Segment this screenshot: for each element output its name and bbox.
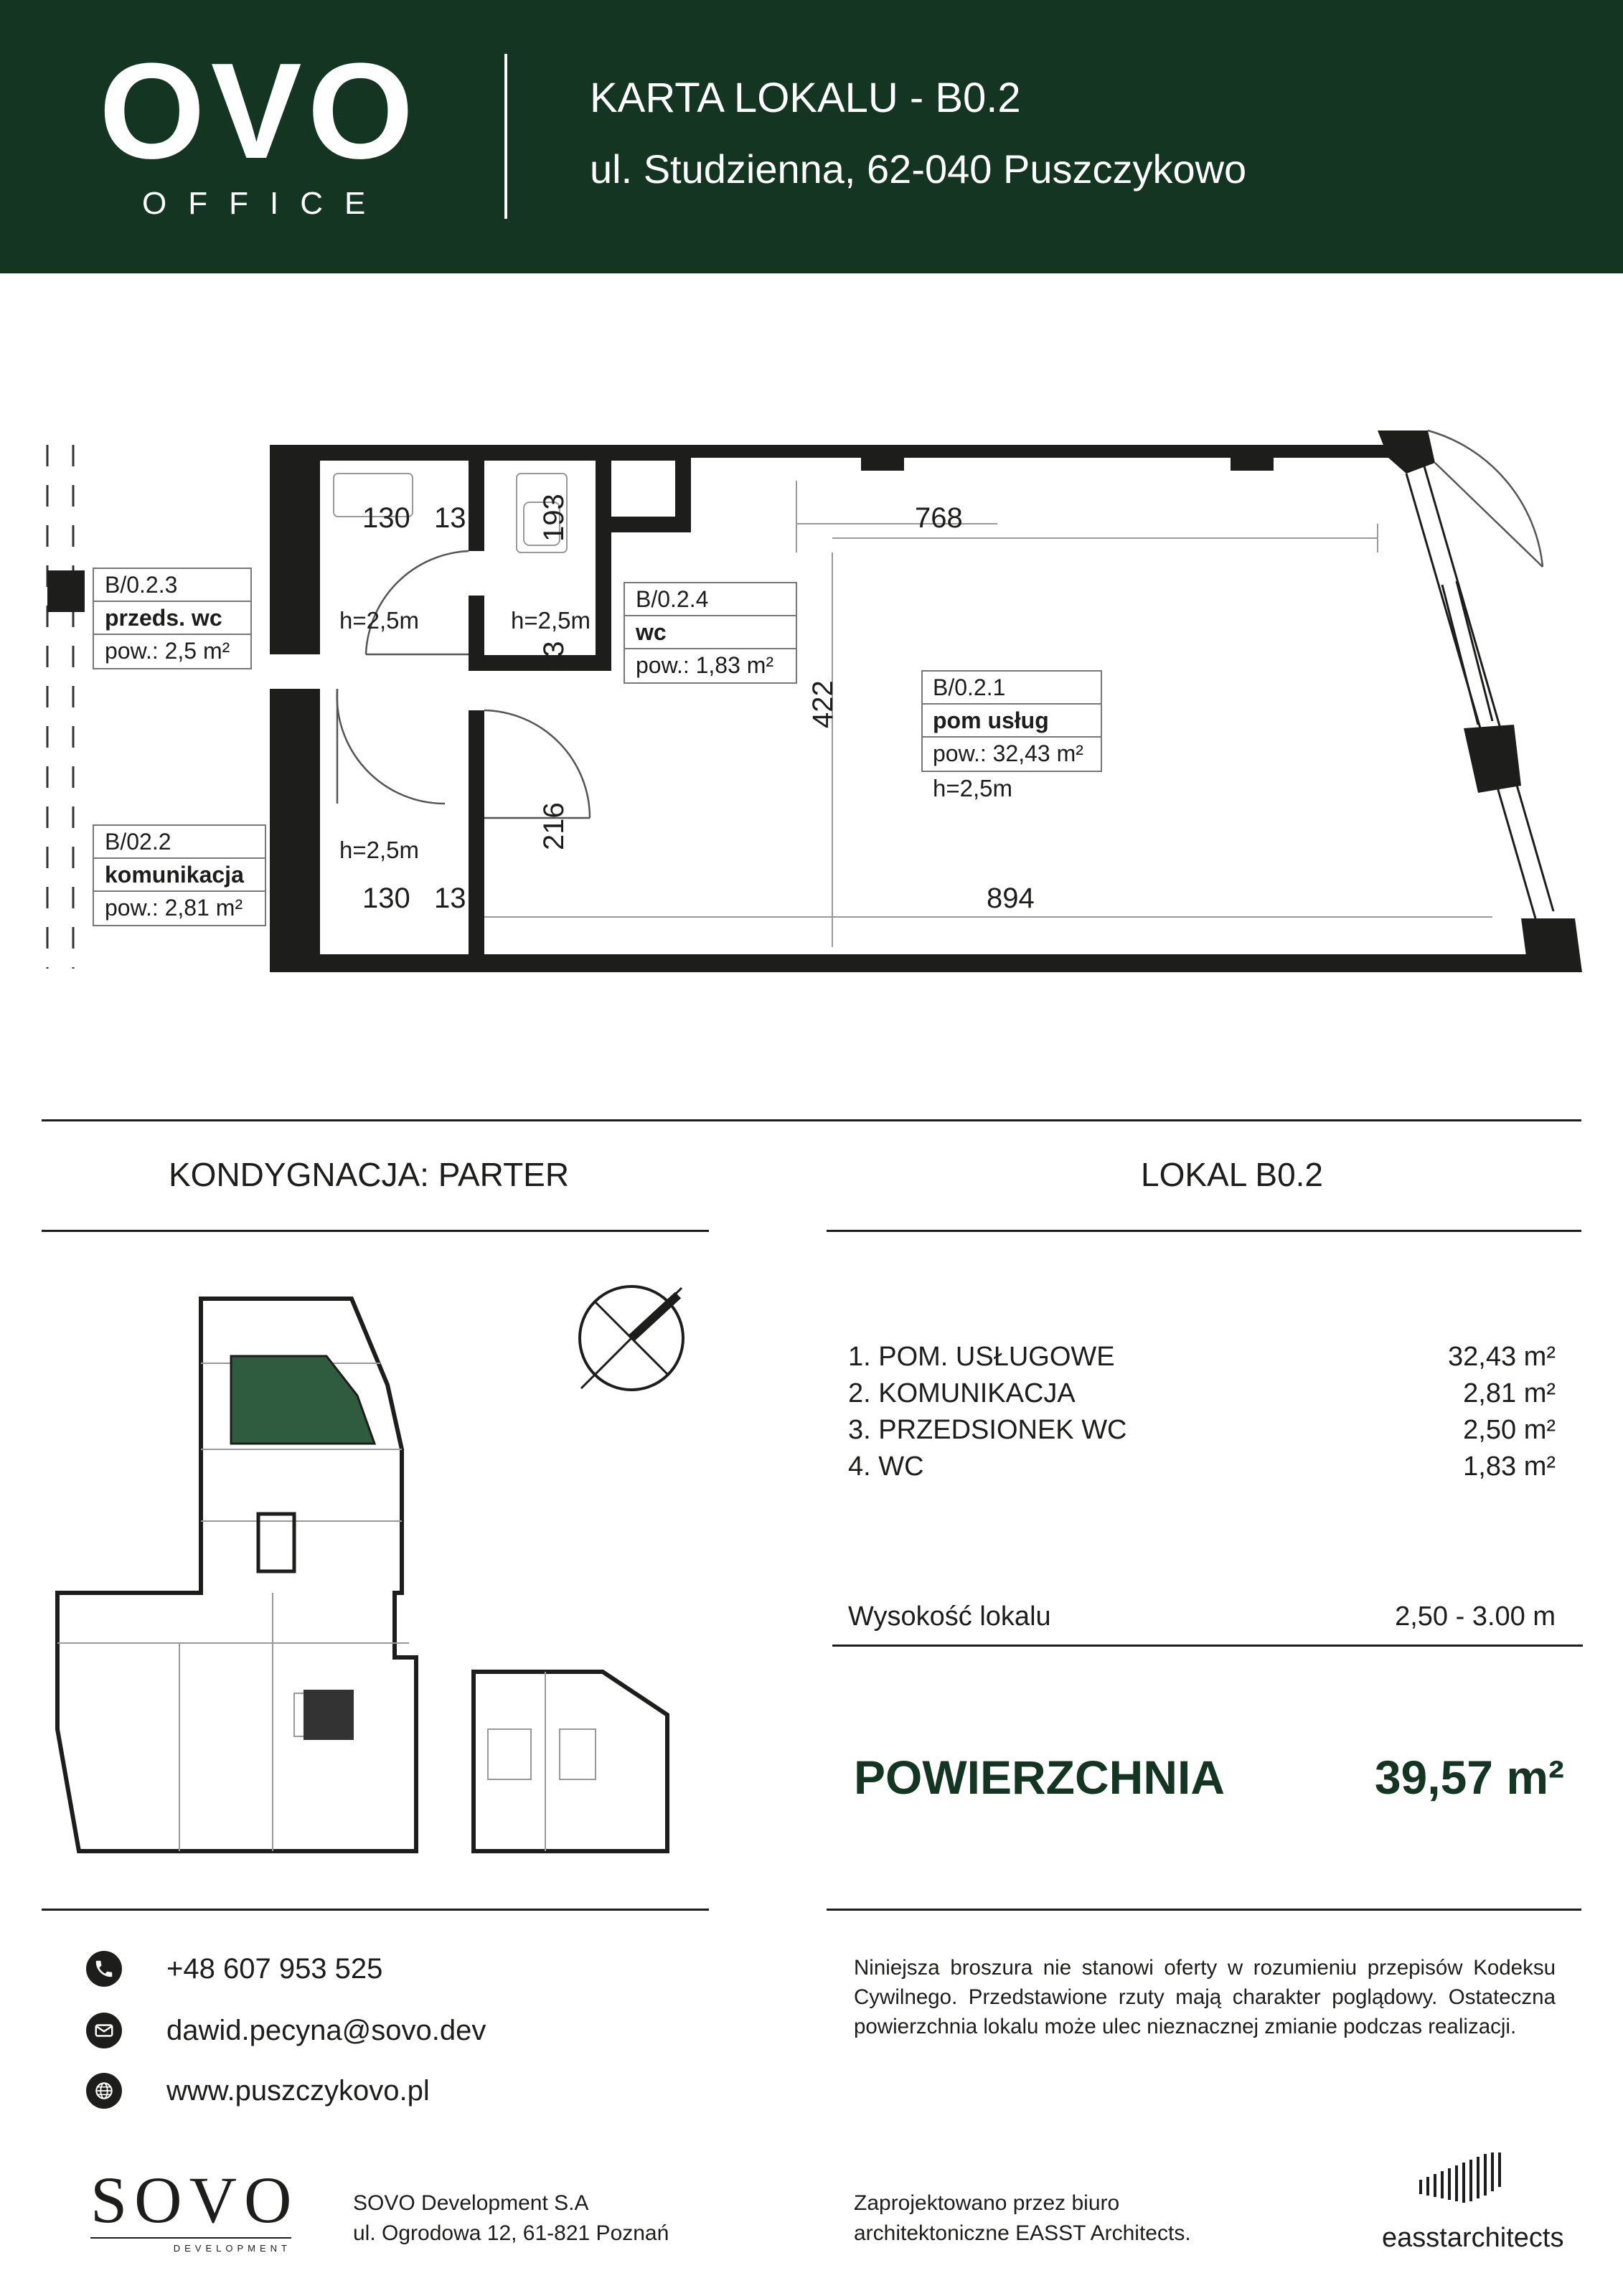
company-address: ul. Ogrodowa 12, 61-821 Poznań — [353, 2221, 669, 2245]
fixtures — [334, 474, 1492, 947]
list-item — [848, 1375, 1556, 1412]
room-list-label: 3. PRZEDSIONEK WC — [848, 1415, 1127, 1445]
easst-logo-icon — [1413, 2151, 1514, 2208]
room-list-value: 32,43 m² — [1448, 1342, 1556, 1372]
dimension-label: 13 — [434, 883, 466, 914]
room-list-value: 1,83 m² — [1463, 1452, 1556, 1482]
room-list-value: 2,81 m² — [1463, 1378, 1556, 1408]
floor-plan — [0, 402, 1623, 1004]
room-list — [848, 1339, 1556, 1485]
divider-right — [827, 1230, 1581, 1232]
sovo-logo: SOVO — [90, 2163, 299, 2236]
room-code: B/0.2.3 — [105, 572, 178, 598]
dimension-label: 130 — [362, 502, 410, 534]
total-area-label: POWIERZCHNIA — [854, 1751, 1225, 1804]
room-list-value: 2,50 m² — [1463, 1415, 1556, 1445]
height-label: h=2,5m — [339, 607, 419, 634]
room-name: wc — [636, 619, 667, 645]
total-area-value: 39,57 m² — [1374, 1751, 1564, 1804]
window-glazing — [1406, 466, 1553, 918]
header-banner — [0, 0, 1623, 273]
architect-credit — [854, 2188, 1191, 2249]
compass-icon — [574, 1281, 689, 1396]
dimension-label: 193 — [538, 494, 570, 542]
room-code: B/02.2 — [105, 829, 171, 855]
room-code: B/0.2.4 — [636, 586, 709, 612]
room-name: pom usług — [933, 707, 1049, 733]
contact-website[interactable] — [86, 2071, 430, 2111]
company-name: SOVO Development S.A — [353, 2191, 589, 2215]
sovo-logo-subtitle: DEVELOPMENT — [90, 2237, 291, 2254]
room-code: B/0.2.1 — [933, 674, 1006, 700]
room-tag-wc — [624, 583, 796, 683]
phone-icon — [86, 1951, 122, 1987]
architect-credit-line: Zaprojektowano przez biuro — [854, 2191, 1120, 2215]
dimension-label: 894 — [987, 883, 1035, 914]
room-area: pow.: 2,81 m² — [105, 895, 243, 921]
contact-phone-text[interactable]: +48 607 953 525 — [166, 1953, 383, 1985]
room-list-label: 4. WC — [848, 1452, 924, 1482]
divider-bottom-right — [827, 1909, 1581, 1911]
unit-height-row — [848, 1599, 1556, 1634]
room-name: przeds. wc — [105, 605, 222, 631]
room-area: pow.: 32,43 m² — [933, 740, 1083, 766]
company-info — [353, 2188, 669, 2249]
room-list-label: 1. POM. USŁUGOWE — [848, 1342, 1115, 1372]
mail-icon — [86, 2013, 122, 2048]
room-name: komunikacja — [105, 862, 244, 888]
dimension-label: 13 — [434, 502, 466, 534]
divider-bottom-left — [42, 1909, 709, 1911]
divider-height — [832, 1645, 1583, 1647]
dimension-label: 130 — [362, 883, 410, 914]
list-item — [848, 1449, 1556, 1485]
highlighted-unit — [231, 1356, 375, 1444]
column-block — [47, 570, 85, 612]
divider-left — [42, 1230, 709, 1232]
list-item — [848, 1339, 1556, 1375]
dimension-label: 768 — [915, 502, 963, 534]
room-tag-pom-uslug — [922, 671, 1101, 771]
floor-label: KONDYGNACJA: PARTER — [169, 1156, 570, 1193]
dimension-label: 216 — [538, 802, 570, 850]
dashed-guides — [47, 445, 73, 969]
ovo-logo: OVO — [99, 35, 420, 187]
page-title: KARTA LOKALU - B0.2 — [590, 75, 1021, 121]
total-area-row — [854, 1751, 1564, 1804]
room-area: pow.: 1,83 m² — [636, 652, 774, 678]
contact-phone[interactable] — [86, 1949, 383, 1989]
room-list-label: 2. KOMUNIKACJA — [848, 1378, 1076, 1408]
room-area: pow.: 2,5 m² — [105, 638, 230, 664]
dimension-label: 422 — [807, 680, 839, 728]
ovo-logo-subtitle: OFFICE — [142, 186, 387, 221]
contact-email-text[interactable]: dawid.pecyna@sovo.dev — [166, 2015, 486, 2046]
height-label: h=2,5m — [511, 607, 591, 634]
architect-credit-line: architektoniczne EASST Architects. — [854, 2221, 1191, 2245]
easst-logo-text: easstarchitects — [1382, 2223, 1564, 2253]
globe-icon — [86, 2073, 122, 2109]
page-address: ul. Studzienna, 62-040 Puszczykowo — [590, 146, 1247, 192]
unit-label: LOKAL B0.2 — [1141, 1156, 1324, 1193]
list-item — [848, 1412, 1556, 1449]
room-tag-przeds-wc — [93, 568, 251, 669]
dimension-label: 13 — [538, 641, 570, 673]
unit-height-value: 2,50 - 3.00 m — [1395, 1601, 1556, 1632]
height-label: h=2,5m — [339, 837, 419, 863]
contact-website-text[interactable]: www.puszczykovo.pl — [166, 2075, 430, 2107]
header-divider — [504, 54, 507, 219]
height-label: h=2,5m — [933, 775, 1012, 801]
room-tag-komunikacja — [93, 825, 265, 926]
contact-email[interactable] — [86, 2010, 486, 2051]
unit-height-label: Wysokość lokalu — [848, 1601, 1051, 1632]
divider-top — [42, 1119, 1581, 1121]
disclaimer-text: Niniejsza broszura nie stanowi oferty w rozumieniu przepisów Kodeksu Cywilnego. Przedstawione rzuty mają charakter poglądowy. Ostateczna powierzchnia lokalu może ulec nieznacznej zmianie podczas realizacji. — [854, 1956, 1556, 2038]
